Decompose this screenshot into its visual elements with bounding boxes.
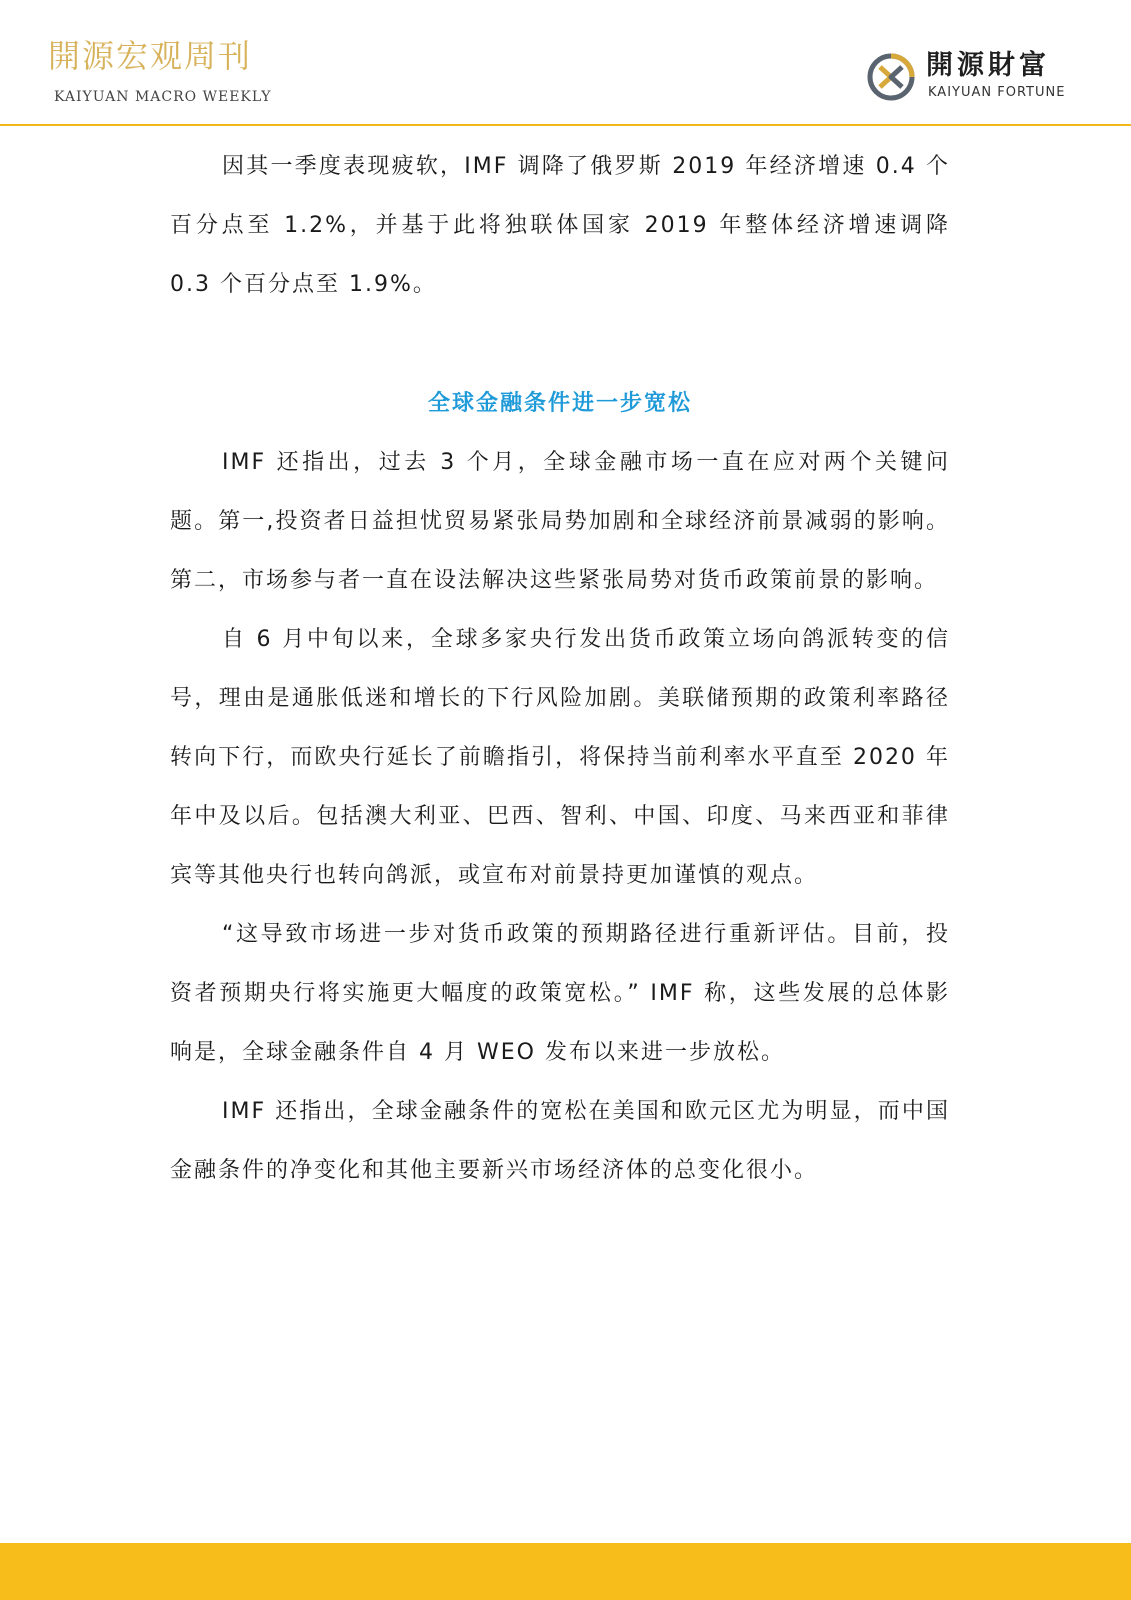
logo-chinese-name: 開源財富 (926, 50, 1050, 81)
page-header (0, 0, 1131, 126)
body-paragraph: IMF 还指出，全球金融条件的宽松在美国和欧元区尤为明显，而中国金融条件的净变化和其他主要新兴市场经济体的总变化很小。 (170, 1099, 950, 1183)
body-paragraph: “这导致市场进一步对货币政策的预期路径进行重新评估。目前，投资者预期央行将实施更大幅度的政策宽松。” IMF 称，这些发展的总体影响是，全球金融条件自 4 月 WEO 发布以来进一步放松。 (170, 922, 950, 1065)
article-body (170, 137, 950, 1200)
footer-bar (0, 1543, 1131, 1600)
intro-paragraph: 因其一季度表现疲软，IMF 调降了俄罗斯 2019 年经济增速 0.4 个百分点至 1.2%，并基于此将独联体国家 2019 年整体经济增速调降 0.3 个百分点至 1.9%。 (170, 154, 950, 297)
logo-english-name: KAIYUAN FORTUNE (928, 85, 1066, 100)
header-divider (0, 124, 1131, 126)
section-heading: 全球金融条件进一步宽松 (427, 391, 692, 416)
masthead-title: 開源宏观周刊 (48, 37, 253, 75)
masthead-subtitle: KAIYUAN MACRO WEEKLY (54, 89, 272, 105)
kaiyuan-logo-icon (866, 52, 916, 102)
kaiyuan-logo (866, 50, 1086, 106)
body-paragraph: IMF 还指出，过去 3 个月，全球金融市场一直在应对两个关键问题。第一,投资者日益担忧贸易紧张局势加剧和全球经济前景减弱的影响。第二，市场参与者一直在设法解决这些紧张局势对货币政策前景的影响。 (170, 450, 950, 593)
body-paragraph: 自 6 月中旬以来，全球多家央行发出货币政策立场向鸽派转变的信号，理由是通胀低迷和增长的下行风险加剧。美联储预期的政策利率路径转向下行，而欧央行延长了前瞻指引，将保持当前利率水平直至 2020 年年中及以后。包括澳大利亚、巴西、智利、中国、印度、马来西亚和菲律宾等其他央行也转向鸽派，或宣布对前景持更加谨慎的观点。 (170, 627, 950, 888)
